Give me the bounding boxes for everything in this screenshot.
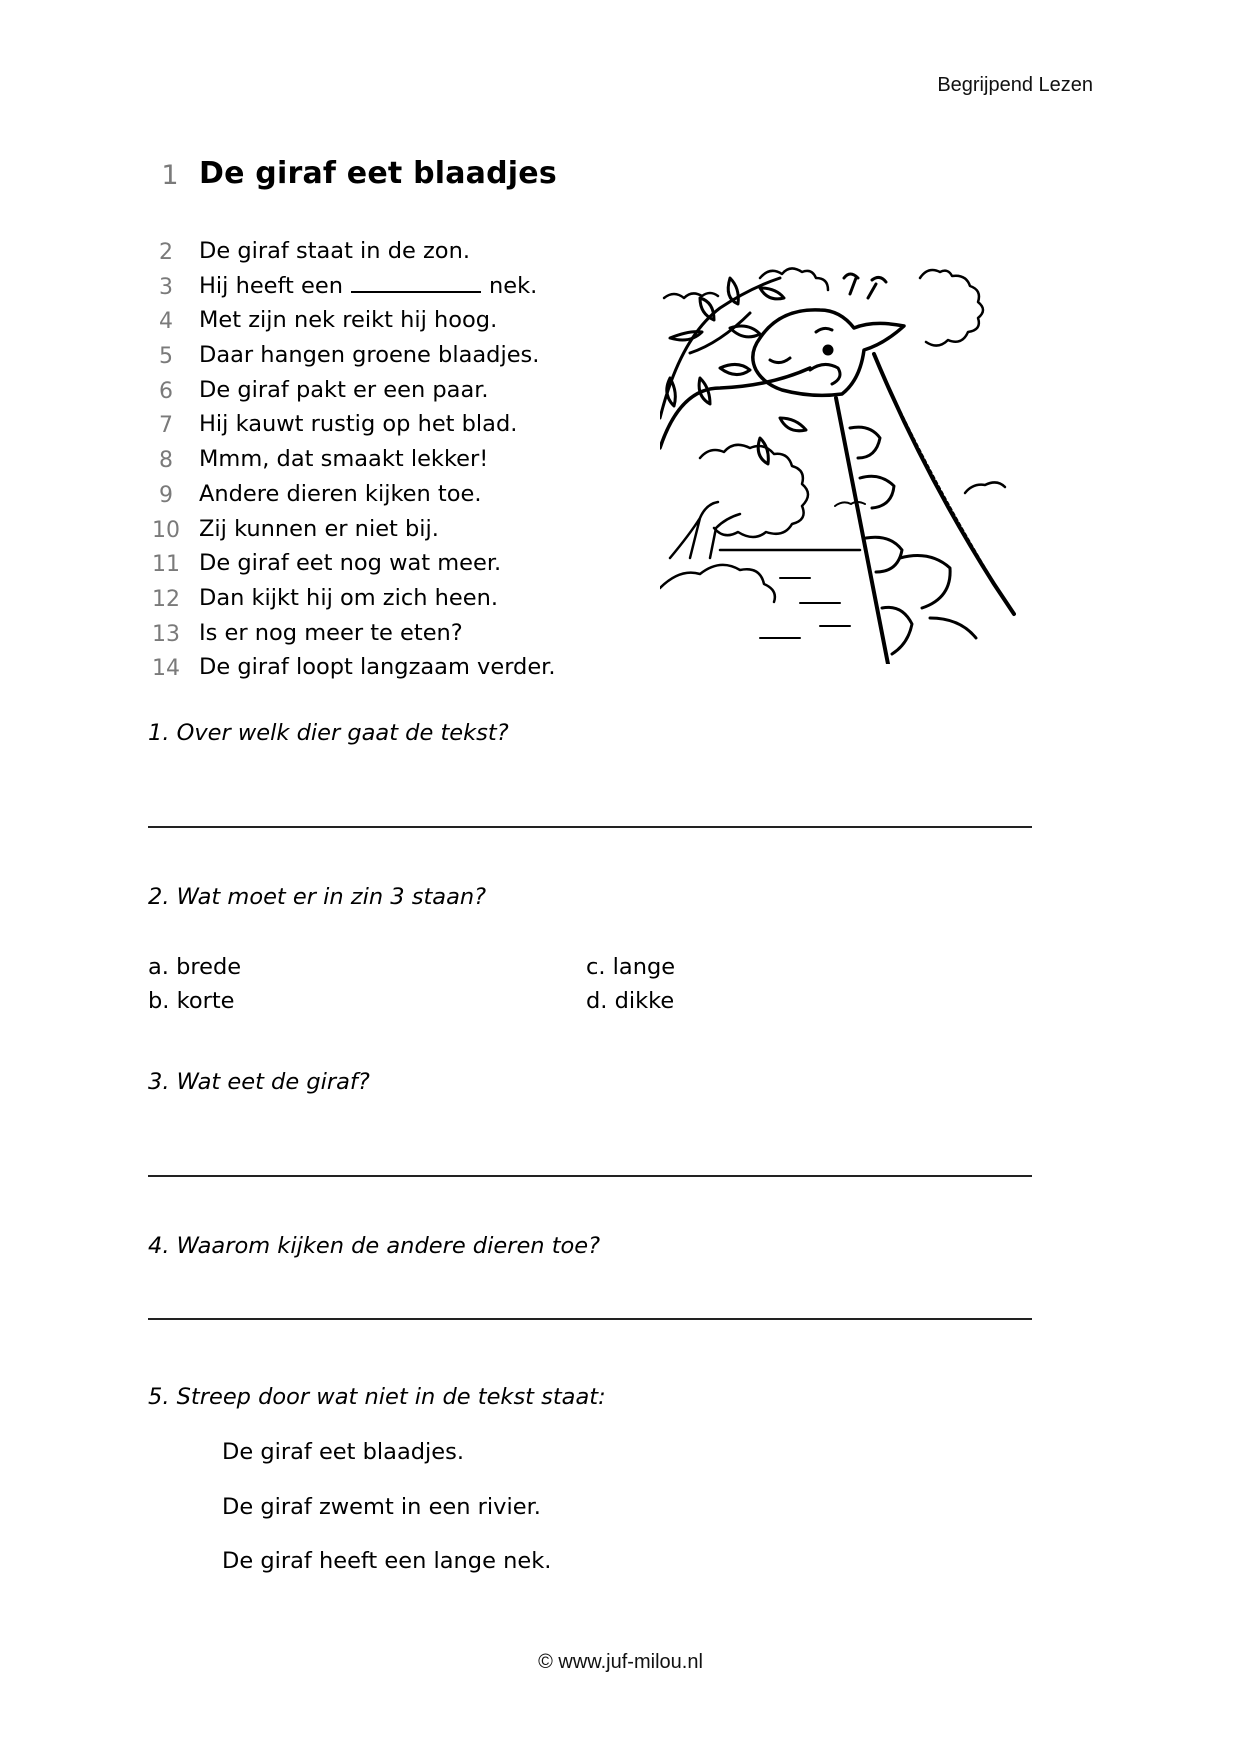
cloud-icon — [965, 482, 1005, 493]
line-text: De giraf staat in de zon. — [199, 238, 470, 264]
line-number: 6 — [159, 378, 173, 404]
cloud-icon — [835, 502, 865, 506]
leaf-icon — [760, 288, 784, 299]
cloud-icon — [700, 445, 808, 537]
question-3: 3. Wat eet de giraf? — [148, 1069, 370, 1095]
question-5: 5. Streep door wat niet in de tekst staat: — [148, 1384, 606, 1410]
option-c[interactable]: c. lange — [586, 954, 676, 980]
line-number: 14 — [152, 656, 180, 682]
leaf-icon — [670, 332, 702, 340]
fill-in-blank[interactable] — [351, 273, 481, 293]
line-number: 3 — [159, 274, 173, 300]
option-b[interactable]: b. korte — [148, 988, 235, 1014]
line-text: Andere dieren kijken toe. — [199, 480, 482, 507]
line-number: 5 — [159, 344, 173, 370]
question-1: 1. Over welk dier gaat de tekst? — [148, 720, 509, 746]
line-text: Is er nog meer te eten? — [199, 619, 463, 646]
cloud-icon — [664, 293, 718, 298]
leaf-icon — [758, 438, 768, 464]
story-title: De giraf eet blaadjes — [199, 156, 557, 191]
line-text: Mmm, dat smaakt lekker! — [199, 446, 489, 473]
tree-branch-icon — [660, 368, 810, 448]
option-a[interactable]: a. brede — [148, 954, 242, 980]
answer-line-3[interactable] — [148, 1175, 1032, 1177]
giraffe-illustration-icon — [660, 258, 1016, 664]
line-number: 13 — [152, 621, 180, 647]
line-text: De giraf eet nog wat meer. — [199, 550, 502, 577]
line-number: 10 — [152, 517, 180, 543]
line-text: Daar hangen groene blaadjes. — [199, 342, 540, 369]
leaf-icon — [720, 364, 750, 374]
line-number: 8 — [159, 448, 173, 474]
line-text: Hij kauwt rustig op het blad. — [199, 411, 518, 438]
line-number: 1 — [161, 160, 179, 191]
statement[interactable]: De giraf eet blaadjes. — [222, 1439, 464, 1465]
line-text: Met zijn nek reikt hij hoog. — [199, 307, 498, 334]
line-text: De giraf pakt er een paar. — [199, 376, 489, 403]
line-text: Dan kijkt hij om zich heen. — [199, 584, 499, 611]
line-text-before-blank: Hij heeft een — [199, 272, 343, 299]
copyright-footer: © www.juf-milou.nl — [538, 1651, 703, 1673]
answer-line-1[interactable] — [148, 826, 1032, 828]
line-text: Zij kunnen er niet bij. — [199, 515, 439, 542]
answer-line-4[interactable] — [148, 1318, 1032, 1320]
question-4: 4. Waarom kijken de andere dieren toe? — [148, 1233, 601, 1259]
question-2: 2. Wat moet er in zin 3 staan? — [148, 884, 487, 910]
line-number: 9 — [159, 482, 173, 508]
line-number: 2 — [159, 240, 173, 265]
line-number: 4 — [159, 309, 173, 335]
leaf-icon — [667, 378, 676, 406]
line-number: 12 — [152, 586, 180, 612]
leaf-icon — [780, 418, 806, 431]
line-text — [199, 273, 537, 299]
line-text: De giraf loopt langzaam verder. — [199, 654, 556, 681]
page-header-label: Begrijpend Lezen — [937, 74, 1093, 96]
leaf-icon — [730, 326, 760, 337]
cloud-icon — [760, 268, 828, 290]
line-text-after-blank: nek. — [488, 272, 538, 299]
line-number: 7 — [159, 413, 173, 439]
statement[interactable]: De giraf zwemt in een rivier. — [222, 1494, 541, 1520]
option-d[interactable]: d. dikke — [586, 988, 675, 1014]
cloud-icon — [920, 270, 983, 346]
line-number: 11 — [152, 552, 180, 578]
statement[interactable]: De giraf heeft een lange nek. — [222, 1548, 552, 1574]
